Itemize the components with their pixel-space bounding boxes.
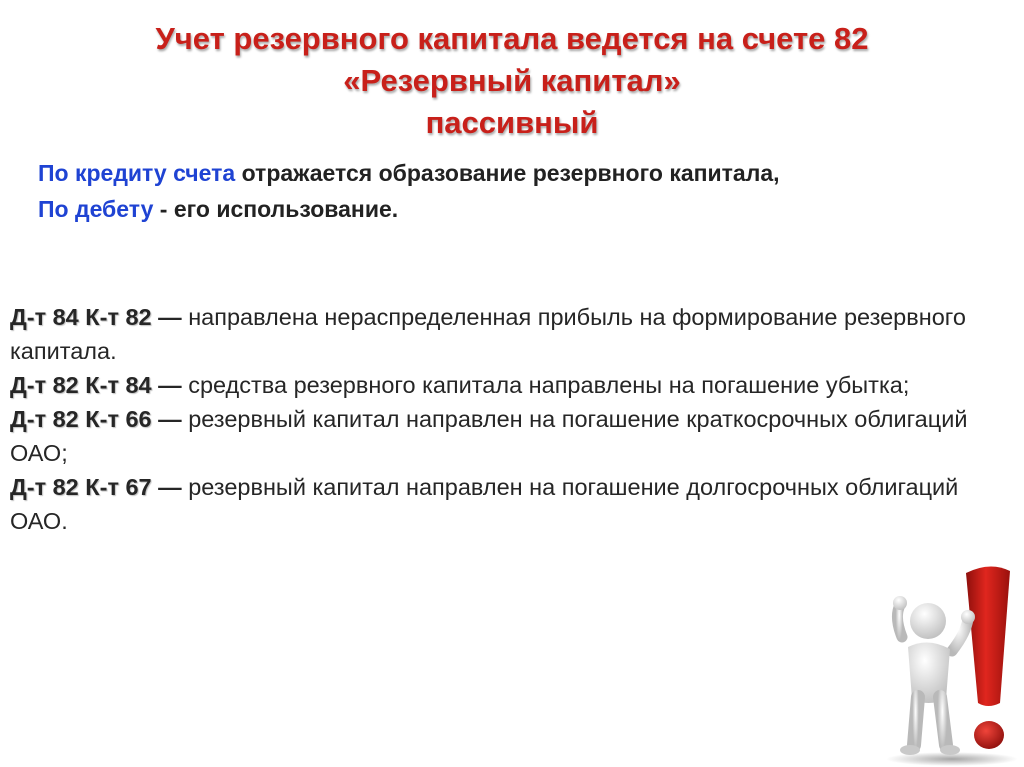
journal-entry: [10, 368, 1018, 402]
journal-entries: [10, 300, 1018, 538]
entry-code: Д-т 82 К-т 66: [10, 406, 152, 432]
credit-text: отражается образование резервного капитала,: [235, 160, 780, 186]
title-line-2: «Резервный капитал»: [343, 63, 681, 98]
entry-code: Д-т 82 К-т 84: [10, 372, 152, 398]
credit-label: По кредиту счета: [38, 160, 236, 186]
slide-title: [0, 18, 1024, 144]
title-line-3: пассивный: [425, 105, 599, 140]
entry-text: средства резервного капитала направлены на погашение убытка;: [188, 372, 910, 398]
entry-text: направлена нераспределенная прибыль на формирование резервного капитала.: [10, 304, 966, 364]
journal-entry: [10, 300, 1018, 368]
entry-dash: —: [151, 304, 189, 330]
title-line-1: Учет резервного капитала ведется на счете 82: [155, 21, 869, 56]
entry-dash: —: [151, 372, 189, 398]
journal-entry: [10, 402, 1018, 470]
debit-line: [38, 191, 998, 227]
debit-text: - его использование.: [153, 196, 399, 222]
account-description: [38, 155, 998, 227]
entry-code: Д-т 84 К-т 82: [10, 304, 152, 330]
person-with-exclamation-mark-icon: [880, 555, 1024, 767]
entry-text: резервный капитал направлен на погашение краткосрочных облигаций ОАО;: [10, 406, 968, 466]
entry-code: Д-т 82 К-т 67: [10, 474, 152, 500]
entry-dash: —: [151, 474, 189, 500]
debit-label: По дебету: [38, 196, 154, 222]
entry-dash: —: [151, 406, 189, 432]
credit-line: [38, 155, 998, 191]
entry-text: резервный капитал направлен на погашение долгосрочных облигаций ОАО.: [10, 474, 959, 534]
journal-entry: [10, 470, 1018, 538]
